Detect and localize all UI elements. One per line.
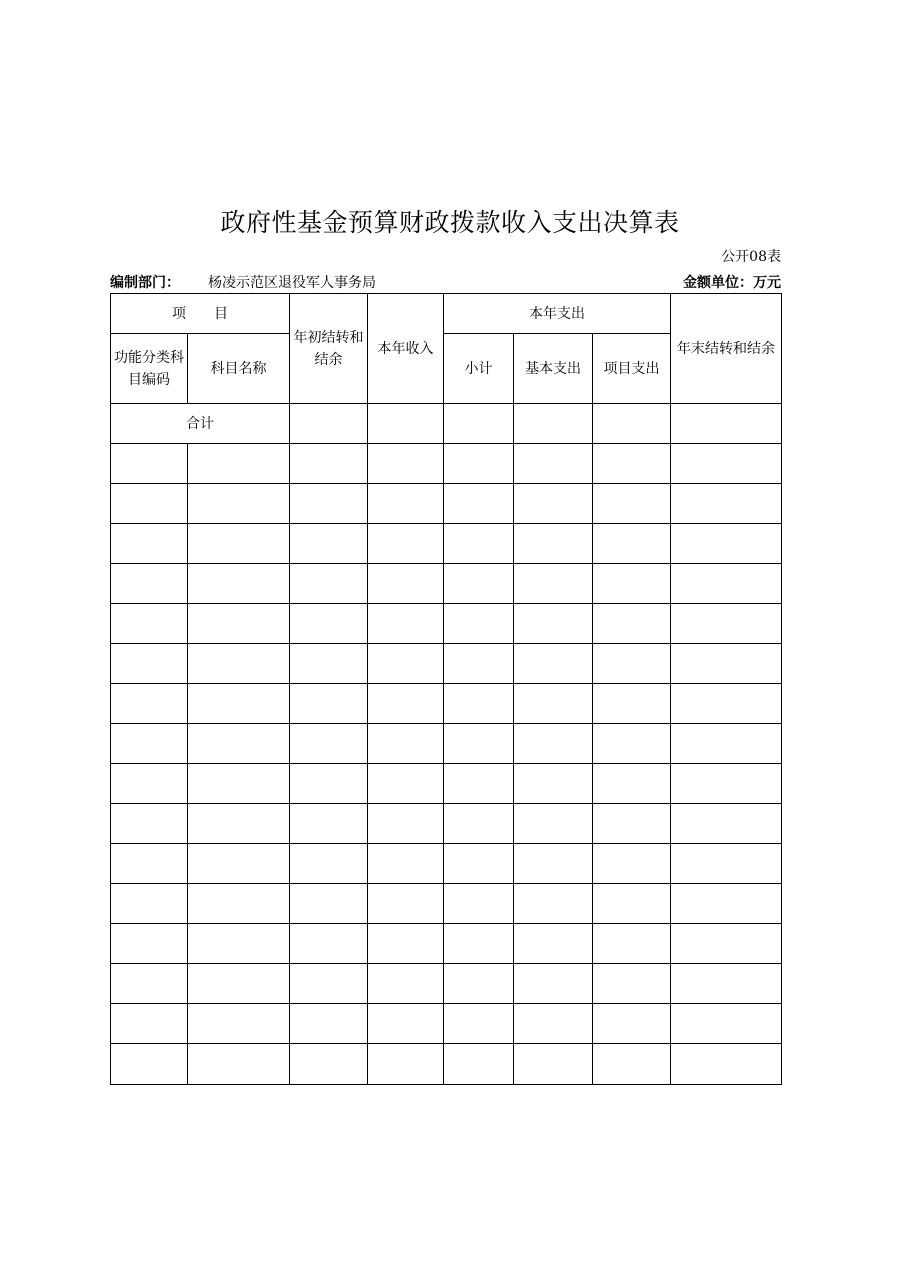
table-cell — [593, 844, 671, 884]
header-subject-name: 科目名称 — [188, 334, 290, 404]
table-cell — [593, 964, 671, 1004]
table-cell — [290, 964, 368, 1004]
table-cell — [368, 924, 444, 964]
table-cell — [368, 524, 444, 564]
page-title: 政府性基金预算财政拨款收入支出决算表 — [220, 208, 680, 237]
table-row — [111, 684, 782, 724]
table-cell — [368, 804, 444, 844]
table-cell — [290, 844, 368, 884]
table-cell — [444, 844, 514, 884]
table-cell — [368, 884, 444, 924]
header-begin-balance: 年初结转和结余 — [290, 294, 368, 404]
unit-label: 金额单位：万元 — [683, 275, 781, 291]
table-cell — [290, 884, 368, 924]
table-row — [111, 1004, 782, 1044]
table-row — [111, 1044, 782, 1085]
table-cell — [290, 1004, 368, 1044]
table-cell — [290, 804, 368, 844]
table-cell — [188, 1004, 290, 1044]
table-cell — [593, 724, 671, 764]
table-cell — [188, 804, 290, 844]
table-cell — [290, 564, 368, 604]
table-cell — [444, 444, 514, 484]
total-cell — [444, 404, 514, 444]
table-cell — [111, 484, 188, 524]
table-cell — [593, 564, 671, 604]
table-cell — [111, 724, 188, 764]
table-row — [111, 804, 782, 844]
table-cell — [111, 1004, 188, 1044]
table-cell — [671, 724, 782, 764]
table-cell — [671, 484, 782, 524]
table-cell — [593, 444, 671, 484]
table-cell — [444, 484, 514, 524]
table-cell — [111, 604, 188, 644]
table-cell — [444, 524, 514, 564]
table-cell — [671, 684, 782, 724]
table-cell — [188, 524, 290, 564]
header-row-1 — [111, 294, 782, 334]
total-cell — [514, 404, 593, 444]
table-cell — [111, 924, 188, 964]
table-cell — [671, 884, 782, 924]
table-cell — [368, 964, 444, 1004]
table-cell — [368, 764, 444, 804]
meta-row — [110, 272, 781, 292]
table-cell — [593, 804, 671, 844]
table-cell — [111, 884, 188, 924]
table-cell — [593, 484, 671, 524]
table-cell — [444, 924, 514, 964]
table-cell — [188, 604, 290, 644]
table-cell — [111, 684, 188, 724]
table-row — [111, 884, 782, 924]
table-cell — [671, 564, 782, 604]
table-cell — [290, 604, 368, 644]
table-row — [111, 724, 782, 764]
table-cell — [671, 1044, 782, 1085]
table-cell — [188, 1044, 290, 1085]
table-cell — [671, 964, 782, 1004]
table-cell — [111, 804, 188, 844]
table-cell — [188, 684, 290, 724]
table-cell — [368, 684, 444, 724]
table-cell — [514, 924, 593, 964]
header-current-income: 本年收入 — [368, 294, 444, 404]
table-cell — [368, 444, 444, 484]
table-cell — [671, 524, 782, 564]
table-cell — [444, 724, 514, 764]
table-row — [111, 604, 782, 644]
table-cell — [671, 1004, 782, 1044]
table-cell — [111, 644, 188, 684]
report-table — [110, 293, 782, 1085]
table-cell — [593, 1044, 671, 1085]
table-cell — [188, 764, 290, 804]
table-cell — [514, 1044, 593, 1085]
table-cell — [111, 444, 188, 484]
dept-value: 杨凌示范区退役军人事务局 — [208, 275, 376, 291]
total-cell — [593, 404, 671, 444]
total-cell — [671, 404, 782, 444]
table-cell — [188, 924, 290, 964]
table-cell — [514, 884, 593, 924]
table-cell — [671, 764, 782, 804]
table-cell — [111, 524, 188, 564]
table-cell — [593, 524, 671, 564]
header-subtotal: 小计 — [444, 334, 514, 404]
table-row — [111, 444, 782, 484]
table-row — [111, 524, 782, 564]
table-cell — [444, 564, 514, 604]
table-cell — [368, 484, 444, 524]
table-cell — [514, 844, 593, 884]
table-cell — [188, 844, 290, 884]
table-cell — [188, 484, 290, 524]
table-cell — [111, 1044, 188, 1085]
table-cell — [188, 444, 290, 484]
table-cell — [593, 924, 671, 964]
table-cell — [444, 644, 514, 684]
table-cell — [290, 1044, 368, 1085]
table-cell — [671, 444, 782, 484]
table-cell — [444, 684, 514, 724]
table-cell — [444, 1044, 514, 1085]
table-cell — [444, 764, 514, 804]
table-cell — [444, 1004, 514, 1044]
table-row — [111, 564, 782, 604]
table-cell — [514, 564, 593, 604]
table-cell — [514, 764, 593, 804]
total-cell — [368, 404, 444, 444]
table-cell — [290, 644, 368, 684]
table-cell — [514, 524, 593, 564]
table-cell — [290, 764, 368, 804]
total-label: 合计 — [111, 404, 290, 444]
table-cell — [188, 724, 290, 764]
table-row — [111, 964, 782, 1004]
table-cell — [188, 564, 290, 604]
table-cell — [593, 764, 671, 804]
table-cell — [514, 1004, 593, 1044]
table-cell — [444, 604, 514, 644]
table-cell — [368, 844, 444, 884]
total-row — [111, 404, 782, 444]
table-row — [111, 764, 782, 804]
table-cell — [368, 644, 444, 684]
table-cell — [514, 444, 593, 484]
table-cell — [593, 1004, 671, 1044]
table-cell — [514, 644, 593, 684]
table-cell — [368, 604, 444, 644]
table-cell — [444, 804, 514, 844]
table-cell — [514, 964, 593, 1004]
table-cell — [444, 884, 514, 924]
table-cell — [368, 1004, 444, 1044]
table-cell — [290, 684, 368, 724]
table-cell — [368, 1044, 444, 1085]
table-cell — [368, 724, 444, 764]
table-cell — [188, 884, 290, 924]
table-cell — [514, 684, 593, 724]
header-basic-expense: 基本支出 — [514, 334, 593, 404]
header-project-expense: 项目支出 — [593, 334, 671, 404]
table-cell — [188, 644, 290, 684]
table-cell — [368, 564, 444, 604]
table-row — [111, 844, 782, 884]
table-cell — [671, 844, 782, 884]
table-cell — [671, 644, 782, 684]
table-cell — [290, 924, 368, 964]
table-cell — [671, 604, 782, 644]
table-cell — [111, 564, 188, 604]
table-cell — [290, 524, 368, 564]
table-cell — [593, 604, 671, 644]
table-cell — [290, 484, 368, 524]
header-current-expense: 本年支出 — [444, 294, 671, 334]
table-cell — [188, 964, 290, 1004]
table-cell — [514, 804, 593, 844]
table-cell — [111, 844, 188, 884]
table-cell — [514, 724, 593, 764]
table-cell — [111, 764, 188, 804]
table-cell — [444, 964, 514, 1004]
table-cell — [671, 924, 782, 964]
table-cell — [111, 964, 188, 1004]
table-cell — [290, 444, 368, 484]
table-cell — [290, 724, 368, 764]
table-cell — [671, 804, 782, 844]
header-end-balance: 年末结转和结余 — [671, 294, 782, 404]
form-number: 公开08表 — [721, 249, 781, 265]
table-cell — [593, 684, 671, 724]
table-cell — [514, 484, 593, 524]
header-func-code: 功能分类科目编码 — [111, 334, 188, 404]
header-item: 项 目 — [111, 294, 290, 334]
dept-label: 编制部门： — [110, 275, 180, 291]
total-cell — [290, 404, 368, 444]
table-cell — [593, 884, 671, 924]
table-cell — [593, 644, 671, 684]
table-row — [111, 484, 782, 524]
table-row — [111, 644, 782, 684]
table-cell — [514, 604, 593, 644]
table-row — [111, 924, 782, 964]
